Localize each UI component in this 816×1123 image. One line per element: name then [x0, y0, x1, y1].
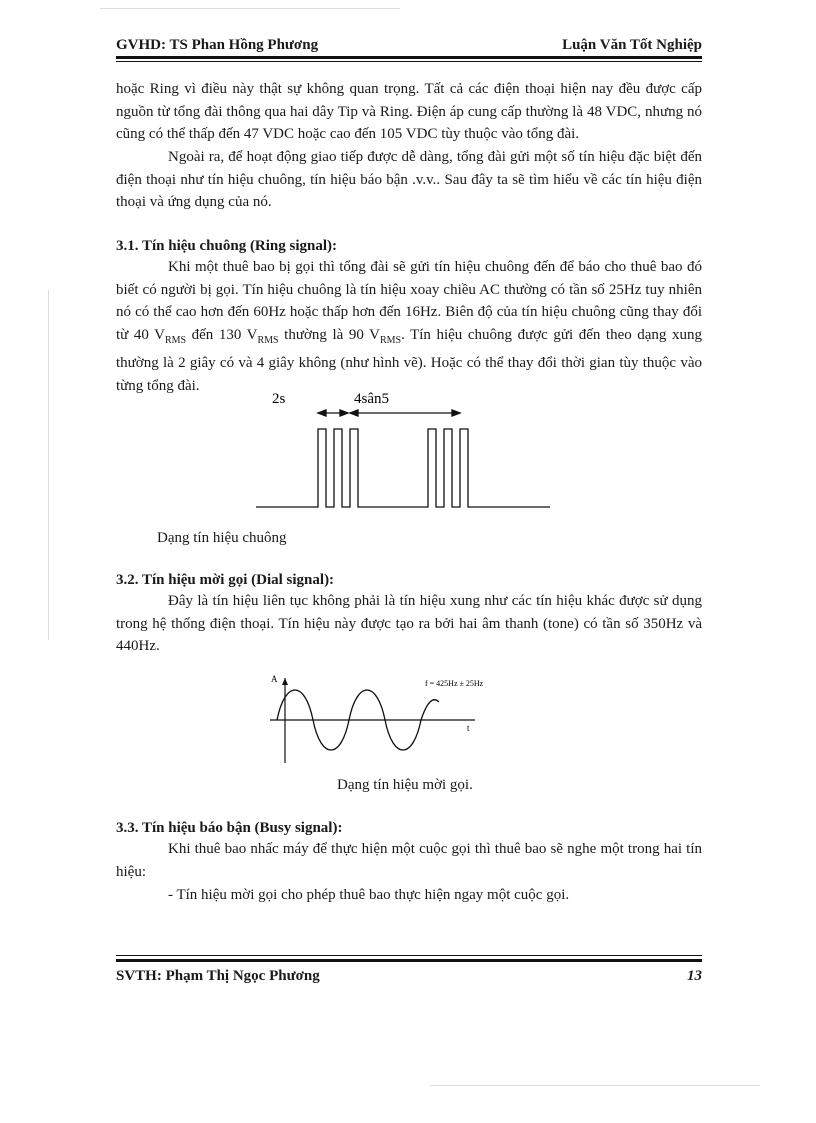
- intro-paragraph-2: Ngoài ra, để hoạt động giao tiếp được dễ dàng, tổng đài gửi một số tín hiệu đặc biệt đến điện thoại như tín hiệu chuông, tín hiệu báo bận .v.v.. Sau đây ta sẽ tìm hiểu về các tín hiệu điện thoại và ứng dụng của nó.: [116, 149, 702, 211]
- scan-artifact-left: [48, 290, 49, 640]
- dial-frequency-label: f = 425Hz ± 25Hz: [425, 679, 484, 688]
- ring-text-a: Khi một thuê bao bị gọi thì tổng đài sẽ gửi tín hiệu chuông đến để báo cho thuê bao đó biết có người bị gọi. Tín hiệu chuông là tín hiệu xoay chiều AC thường có tần số 25Hz tuy nhiên nó có thể cao hơn đến 60Hz hoặc thấp hơn đến 16Hz. Biên độ của tín hiệu chuông cũng thay đổi từ 40 V: [116, 259, 702, 343]
- ring-timing-arrows: [318, 410, 460, 416]
- rms-subscript-2: RMS: [257, 334, 279, 346]
- section-3-2-heading: 3.2. Tín hiệu mời gọi (Dial signal):: [116, 572, 335, 588]
- page-number: 13: [687, 968, 702, 984]
- ring-text-c: thường là 90 V: [278, 326, 380, 343]
- section-3-3-bullet: - Tín hiệu mời gọi cho phép thuê bao thực hiện ngay một cuộc gọi.: [168, 887, 570, 903]
- scan-artifact-top: [100, 8, 400, 9]
- ring-off-label: 4sân5: [354, 391, 389, 407]
- dial-y-arrow: [282, 678, 288, 685]
- header-rule-thick: [116, 56, 702, 59]
- ring-text-d: . Tín hiệu chuông được gửi đến theo dạng xung thường là 2 giây có và 4 giây không (như hình vẽ). Hoặc có thể thay đổi thời gian tùy thuộc vào từng tổng đài.: [116, 326, 702, 394]
- ring-on-label: 2s: [272, 391, 286, 407]
- dial-signal-figure: [265, 668, 515, 768]
- section-3-3-paragraph: Khi thuê bao nhấc máy để thực hiện một cuộc gọi thì thuê bao sẽ nghe một trong hai tín hiệu:: [116, 841, 702, 880]
- rms-subscript-1: RMS: [164, 334, 187, 346]
- header-thesis-title: Luận Văn Tốt Nghiệp: [562, 37, 702, 53]
- section-3-2-paragraph: Đây là tín hiệu liên tục không phải là tín hiệu xung như các tín hiệu khác được sử dụng trong hệ thống điện thoại. Tín hiệu này được tạo ra bởi hai âm thanh (tone) có tần số 350Hz và 440Hz.: [116, 593, 702, 655]
- ring-signal-caption: Dạng tín hiệu chuông: [157, 530, 287, 546]
- header-supervisor: GVHD: TS Phan Hồng Phương: [116, 37, 319, 53]
- section-3-3-heading: 3.3. Tín hiệu báo bận (Busy signal):: [116, 820, 343, 836]
- section-3-1-paragraph: [116, 256, 702, 398]
- footer-rule-thin: [116, 955, 702, 956]
- dial-axis-t-label: t: [467, 723, 470, 733]
- ring-signal-waveform: [256, 429, 550, 507]
- rms-subscript-3: RMS: [379, 334, 402, 346]
- dial-axis-a-label: A: [271, 674, 278, 684]
- ring-signal-figure: [250, 385, 560, 515]
- ring-text-b: đến 130 V: [186, 326, 258, 343]
- footer-rule-thick: [116, 959, 702, 962]
- scan-artifact-bottom: [430, 1085, 760, 1086]
- dial-signal-caption: Dạng tín hiệu mời gọi.: [337, 777, 473, 793]
- section-3-1-heading: 3.1. Tín hiệu chuông (Ring signal):: [116, 238, 338, 254]
- footer-student: SVTH: Phạm Thị Ngọc Phương: [116, 968, 320, 984]
- header-rule-thin: [116, 61, 702, 62]
- intro-paragraph-1: hoặc Ring vì điều này thật sự không quan trọng. Tất cả các điện thoại hiện nay đều được cấp nguồn từ tổng đài thông qua hai dây Tip và Ring. Điện áp cung cấp thường là 48 VDC, nhưng nó cũng có thể thấp đến 47 VDC hoặc cao đến 105 VDC tùy thuộc vào tổng đài.: [116, 81, 702, 143]
